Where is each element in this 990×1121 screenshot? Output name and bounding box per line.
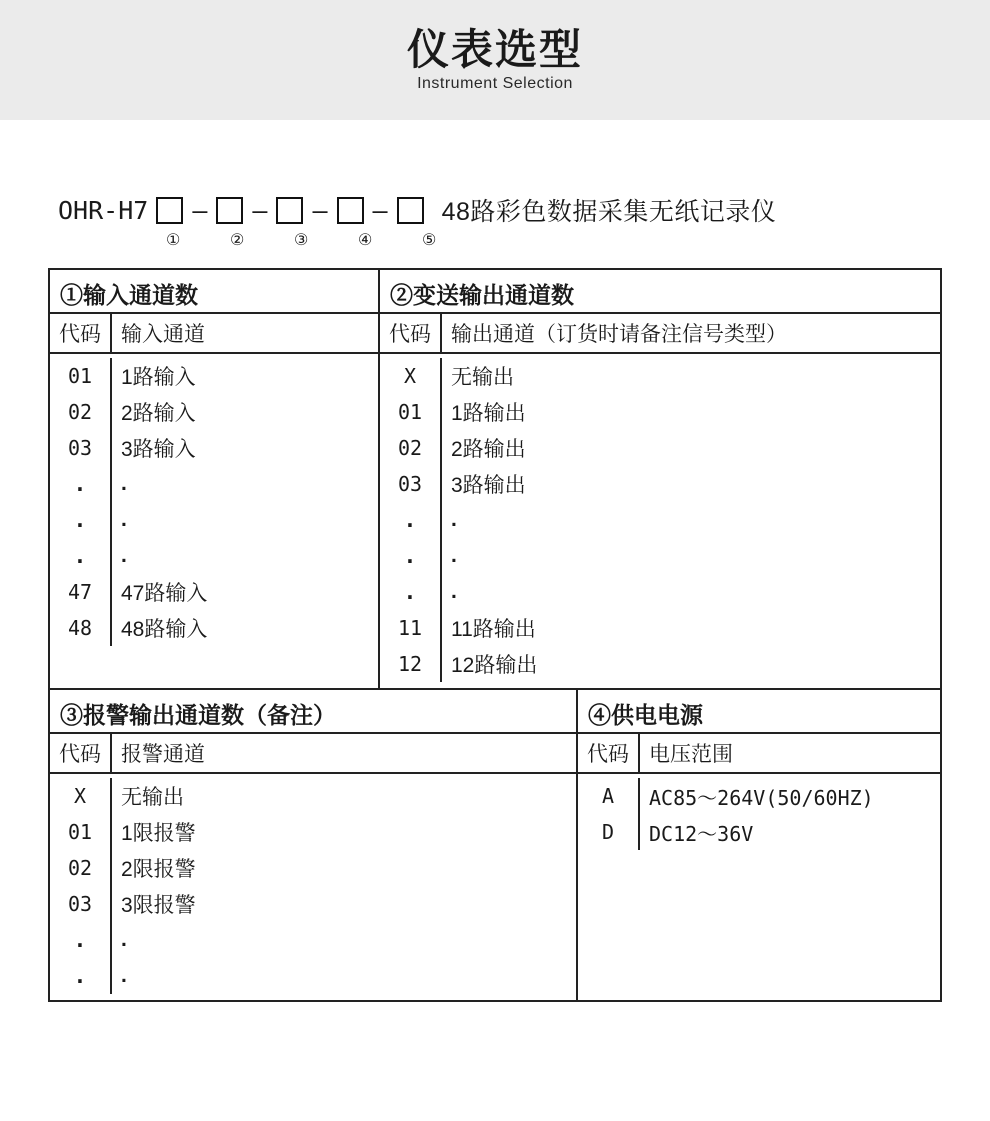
model-dash-3: –	[312, 195, 328, 225]
row-code: D	[578, 814, 640, 850]
row-code: A	[578, 778, 640, 814]
table-row	[50, 502, 378, 538]
row-desc: 2路输入	[121, 402, 196, 425]
section-alarm-output	[50, 690, 578, 1000]
table-row	[50, 958, 576, 994]
row-code: 12	[380, 646, 442, 682]
row-code: X	[380, 358, 442, 394]
column-header-code: 代码	[380, 314, 442, 352]
model-marker-1: ①	[166, 232, 181, 249]
code-box-3[interactable]	[276, 197, 303, 224]
table-row	[380, 646, 940, 682]
table-row	[50, 886, 576, 922]
row-code: 03	[380, 466, 442, 502]
table-row	[380, 502, 940, 538]
row-desc: 无输出	[451, 366, 514, 389]
row-desc: .	[121, 928, 127, 951]
row-desc: 12路输出	[451, 654, 538, 677]
section-heading-alarm-output: ③报警输出通道数（备注）	[50, 690, 576, 734]
table-block-2	[50, 688, 940, 1000]
row-code: .	[380, 538, 442, 574]
row-desc: .	[451, 544, 457, 567]
row-code: .	[50, 502, 112, 538]
model-code-area	[58, 192, 990, 250]
table-row	[50, 922, 576, 958]
row-desc: .	[451, 580, 457, 603]
row-code: .	[50, 958, 112, 994]
row-code: 01	[50, 358, 112, 394]
row-desc: 3路输出	[451, 474, 526, 497]
section-heading-input-channels: ①输入通道数	[50, 270, 378, 314]
column-headers-transmit-output	[380, 314, 940, 354]
model-dash-4: –	[372, 195, 388, 225]
row-desc: 2路输出	[451, 438, 526, 461]
rows-power-supply	[578, 774, 940, 856]
row-desc: 11路输出	[451, 618, 536, 641]
row-code: 01	[380, 394, 442, 430]
row-code: X	[50, 778, 112, 814]
section-heading-power-supply: ④供电电源	[578, 690, 940, 734]
code-box-5[interactable]	[397, 197, 424, 224]
row-code: 47	[50, 574, 112, 610]
model-dash-2: –	[252, 195, 268, 225]
rows-transmit-output	[380, 354, 940, 688]
page-subtitle: Instrument Selection	[417, 75, 573, 93]
model-marker-4: ④	[358, 232, 373, 249]
row-desc: .	[121, 544, 127, 567]
row-code: 02	[50, 394, 112, 430]
row-code: .	[380, 502, 442, 538]
table-row	[50, 538, 378, 574]
table-row	[380, 466, 940, 502]
table-row	[380, 358, 940, 394]
row-code: 01	[50, 814, 112, 850]
row-desc: 1路输入	[121, 366, 196, 389]
table-row	[50, 430, 378, 466]
table-row	[50, 610, 378, 646]
code-box-2[interactable]	[216, 197, 243, 224]
row-desc: 48路输入	[121, 618, 208, 641]
section-transmit-output	[380, 270, 940, 688]
row-desc: 无输出	[121, 786, 184, 809]
page-title: 仪表选型	[406, 25, 583, 73]
table-row	[380, 430, 940, 466]
row-desc: 1路输出	[451, 402, 526, 425]
row-desc: 47路输入	[121, 582, 208, 605]
column-header-desc: 电压范围	[649, 743, 733, 766]
model-dash-1: –	[192, 195, 208, 225]
table-row	[578, 814, 940, 850]
column-headers-alarm-output	[50, 734, 576, 774]
selection-tables	[48, 268, 942, 1002]
table-row	[50, 394, 378, 430]
rows-alarm-output	[50, 774, 576, 1000]
model-code-line	[58, 192, 990, 228]
table-row	[50, 574, 378, 610]
row-desc: DC12～36V	[649, 821, 754, 846]
row-desc: AC85～264V(50/60HZ)	[649, 785, 874, 810]
row-code: .	[50, 466, 112, 502]
page-banner	[0, 0, 990, 120]
code-box-1[interactable]	[156, 197, 183, 224]
column-header-desc: 输出通道（订货时请备注信号类型）	[451, 323, 787, 346]
model-marker-row	[166, 230, 990, 250]
section-heading-transmit-output: ②变送输出通道数	[380, 270, 940, 314]
table-row	[380, 574, 940, 610]
column-header-code: 代码	[50, 734, 112, 772]
row-desc: .	[121, 508, 127, 531]
row-code: .	[50, 538, 112, 574]
model-description: 48路彩色数据采集无纸记录仪	[441, 198, 777, 226]
column-header-code: 代码	[578, 734, 640, 772]
row-desc: 1限报警	[121, 822, 196, 845]
table-row	[50, 814, 576, 850]
table-row	[50, 850, 576, 886]
rows-input-channels	[50, 354, 378, 652]
row-desc: 3路输入	[121, 438, 196, 461]
row-code: 02	[50, 850, 112, 886]
table-row	[50, 466, 378, 502]
table-row	[50, 778, 576, 814]
model-marker-2: ②	[230, 232, 245, 249]
model-marker-5: ⑤	[422, 232, 437, 249]
row-code: 11	[380, 610, 442, 646]
model-marker-3: ③	[294, 232, 309, 249]
column-header-desc: 报警通道	[121, 743, 205, 766]
row-code: 02	[380, 430, 442, 466]
row-desc: 3限报警	[121, 894, 196, 917]
row-code: .	[380, 574, 442, 610]
row-desc: 2限报警	[121, 858, 196, 881]
table-row	[380, 394, 940, 430]
row-desc: .	[121, 472, 127, 495]
column-headers-input-channels	[50, 314, 378, 354]
row-code: 03	[50, 886, 112, 922]
table-row	[50, 358, 378, 394]
row-code: 48	[50, 610, 112, 646]
section-power-supply	[578, 690, 940, 1000]
table-row	[380, 538, 940, 574]
row-desc: .	[121, 964, 127, 987]
column-header-code: 代码	[50, 314, 112, 352]
model-prefix: OHR-H7	[58, 195, 149, 225]
code-box-4[interactable]	[337, 197, 364, 224]
column-headers-power-supply	[578, 734, 940, 774]
table-block-1	[50, 270, 940, 688]
table-row	[578, 778, 940, 814]
column-header-desc: 输入通道	[121, 323, 205, 346]
table-row	[380, 610, 940, 646]
section-input-channels	[50, 270, 380, 688]
row-code: .	[50, 922, 112, 958]
row-code: 03	[50, 430, 112, 466]
row-desc: .	[451, 508, 457, 531]
